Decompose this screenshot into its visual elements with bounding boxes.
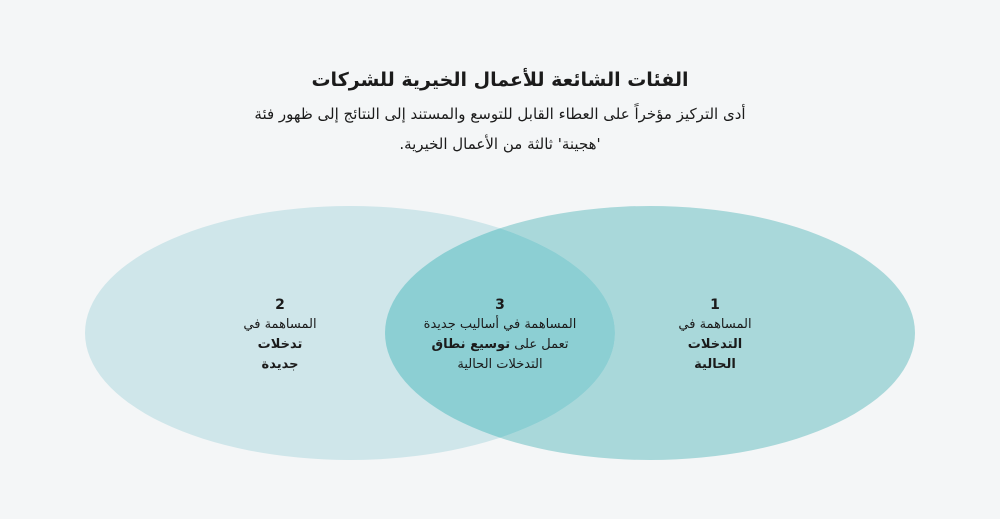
category-1-number: 1	[710, 297, 720, 313]
category-1-line2: التدخلات	[687, 337, 743, 352]
category-2-line1: المساهمة في	[243, 317, 317, 332]
category-3-label	[400, 295, 600, 375]
category-3-line2	[400, 335, 600, 355]
diagram-subtitle: أدى التركيز مؤخراً على العطاء القابل للتوسع والمستند إلى النتائج إلى ظهور فئة 'هجينة' ثالثة من الأعمال الخيرية.	[254, 105, 746, 153]
category-2-line2: تدخلات	[257, 337, 303, 352]
diagram-title: الفئات الشائعة للأعمال الخيرية للشركات	[311, 69, 689, 91]
category-3-line1: المساهمة في أساليب جديدة	[423, 317, 577, 332]
category-3-line2-bold: توسيع نطاق	[431, 337, 511, 352]
category-3-line3: التدخلات الحالية	[457, 357, 543, 372]
category-1-label	[640, 295, 790, 375]
category-2-number: 2	[275, 297, 285, 313]
category-1-line1: المساهمة في	[678, 317, 752, 332]
category-1-line3: الحالية	[694, 357, 736, 372]
category-2-line3: جديدة	[261, 357, 299, 372]
category-3-number: 3	[495, 297, 505, 313]
category-2-label	[205, 295, 355, 375]
category-3-line2-pre: تعمل على	[510, 337, 569, 352]
